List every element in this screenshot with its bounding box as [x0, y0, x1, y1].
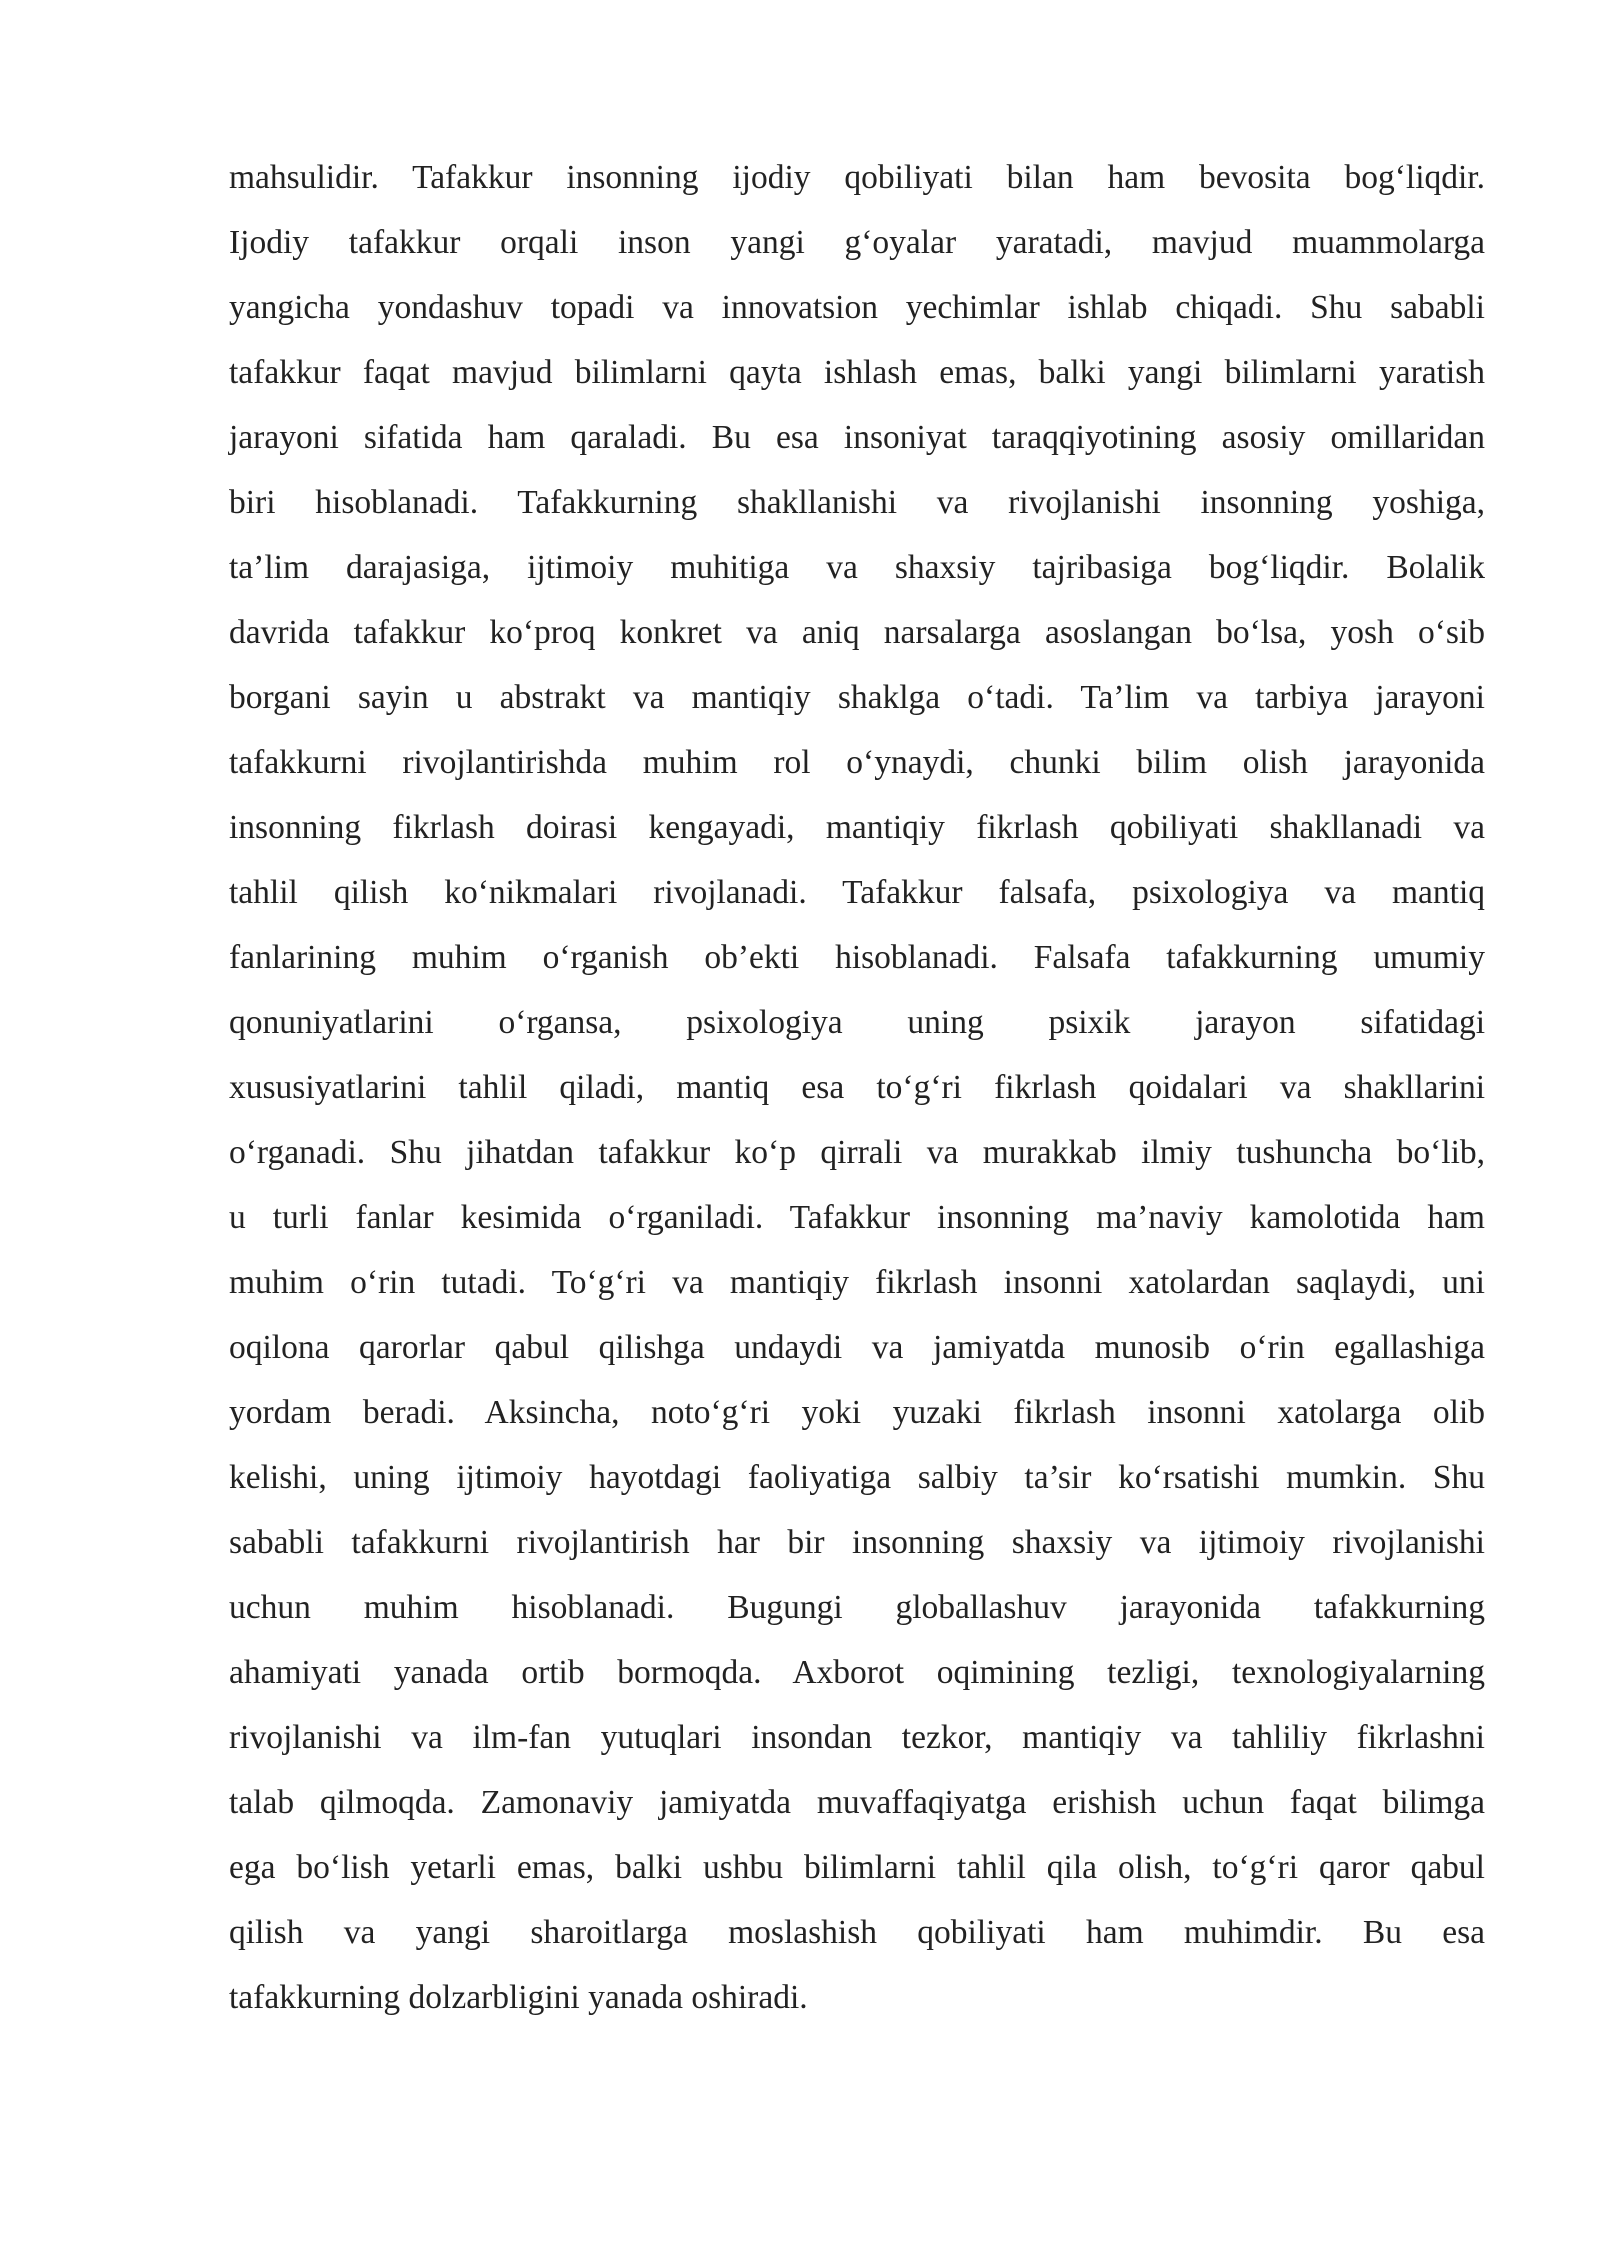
text-line: ta’lim darajasiga, ijtimoiy muhitiga va shaxsiy tajribasiga bog‘liqdir. Bolalik	[229, 549, 1485, 586]
text-line: fanlarining muhim o‘rganish ob’ekti hisoblanadi. Falsafa tafakkurning umumiy	[229, 939, 1485, 976]
text-line: sababli tafakkurni rivojlantirish har bir insonning shaxsiy va ijtimoiy rivojlanishi	[229, 1524, 1485, 1561]
text-line: oqilona qarorlar qabul qilishga undaydi va jamiyatda munosib o‘rin egallashiga	[229, 1329, 1485, 1366]
text-line: ega bo‘lish yetarli emas, balki ushbu bilimlarni tahlil qila olish, to‘g‘ri qaror qabul	[229, 1849, 1485, 1886]
body-paragraph	[229, 145, 1485, 2030]
text-line: o‘rganadi. Shu jihatdan tafakkur ko‘p qirrali va murakkab ilmiy tushuncha bo‘lib,	[229, 1134, 1485, 1171]
text-line: yangicha yondashuv topadi va innovatsion yechimlar ishlab chiqadi. Shu sababli	[229, 289, 1485, 326]
text-line: jarayoni sifatida ham qaraladi. Bu esa insoniyat taraqqiyotining asosiy omillaridan	[229, 419, 1485, 456]
text-line: borgani sayin u abstrakt va mantiqiy shaklga o‘tadi. Ta’lim va tarbiya jarayoni	[229, 679, 1485, 716]
text-line: xususiyatlarini tahlil qiladi, mantiq esa to‘g‘ri fikrlash qoidalari va shakllarini	[229, 1069, 1485, 1106]
text-line: ahamiyati yanada ortib bormoqda. Axborot oqimining tezligi, texnologiyalarning	[229, 1654, 1485, 1691]
text-line: muhim o‘rin tutadi. To‘g‘ri va mantiqiy fikrlash insonni xatolardan saqlaydi, uni	[229, 1264, 1485, 1301]
text-line: insonning fikrlash doirasi kengayadi, mantiqiy fikrlash qobiliyati shakllanadi va	[229, 809, 1485, 846]
text-line: tahlil qilish ko‘nikmalari rivojlanadi. Tafakkur falsafa, psixologiya va mantiq	[229, 874, 1485, 911]
text-line: mahsulidir. Tafakkur insonning ijodiy qobiliyati bilan ham bevosita bog‘liqdir.	[229, 159, 1485, 196]
text-line: kelishi, uning ijtimoiy hayotdagi faoliyatiga salbiy ta’sir ko‘rsatishi mumkin. Shu	[229, 1459, 1485, 1496]
text-line: talab qilmoqda. Zamonaviy jamiyatda muvaffaqiyatga erishish uchun faqat bilimga	[229, 1784, 1485, 1821]
text-line: u turli fanlar kesimida o‘rganiladi. Tafakkur insonning ma’naviy kamolotida ham	[229, 1199, 1485, 1236]
text-line: uchun muhim hisoblanadi. Bugungi globallashuv jarayonida tafakkurning	[229, 1589, 1485, 1626]
text-line: davrida tafakkur ko‘proq konkret va aniq narsalarga asoslangan bo‘lsa, yosh o‘sib	[229, 614, 1485, 651]
text-line: rivojlanishi va ilm-fan yutuqlari insondan tezkor, mantiqiy va tahliliy fikrlashni	[229, 1719, 1485, 1756]
text-line: biri hisoblanadi. Tafakkurning shakllanishi va rivojlanishi insonning yoshiga,	[229, 484, 1485, 521]
text-line: qonuniyatlarini o‘rgansa, psixologiya uning psixik jarayon sifatidagi	[229, 1004, 1485, 1041]
text-line: tafakkurning dolzarbligini yanada oshiradi.	[229, 1979, 808, 2016]
text-line: yordam beradi. Aksincha, noto‘g‘ri yoki yuzaki fikrlash insonni xatolarga olib	[229, 1394, 1485, 1431]
text-line: qilish va yangi sharoitlarga moslashish qobiliyati ham muhimdir. Bu esa	[229, 1914, 1485, 1951]
text-line: tafakkurni rivojlantirishda muhim rol o‘ynaydi, chunki bilim olish jarayonida	[229, 744, 1485, 781]
text-line: tafakkur faqat mavjud bilimlarni qayta ishlash emas, balki yangi bilimlarni yaratish	[229, 354, 1485, 391]
text-line: Ijodiy tafakkur orqali inson yangi g‘oyalar yaratadi, mavjud muammolarga	[229, 224, 1485, 261]
